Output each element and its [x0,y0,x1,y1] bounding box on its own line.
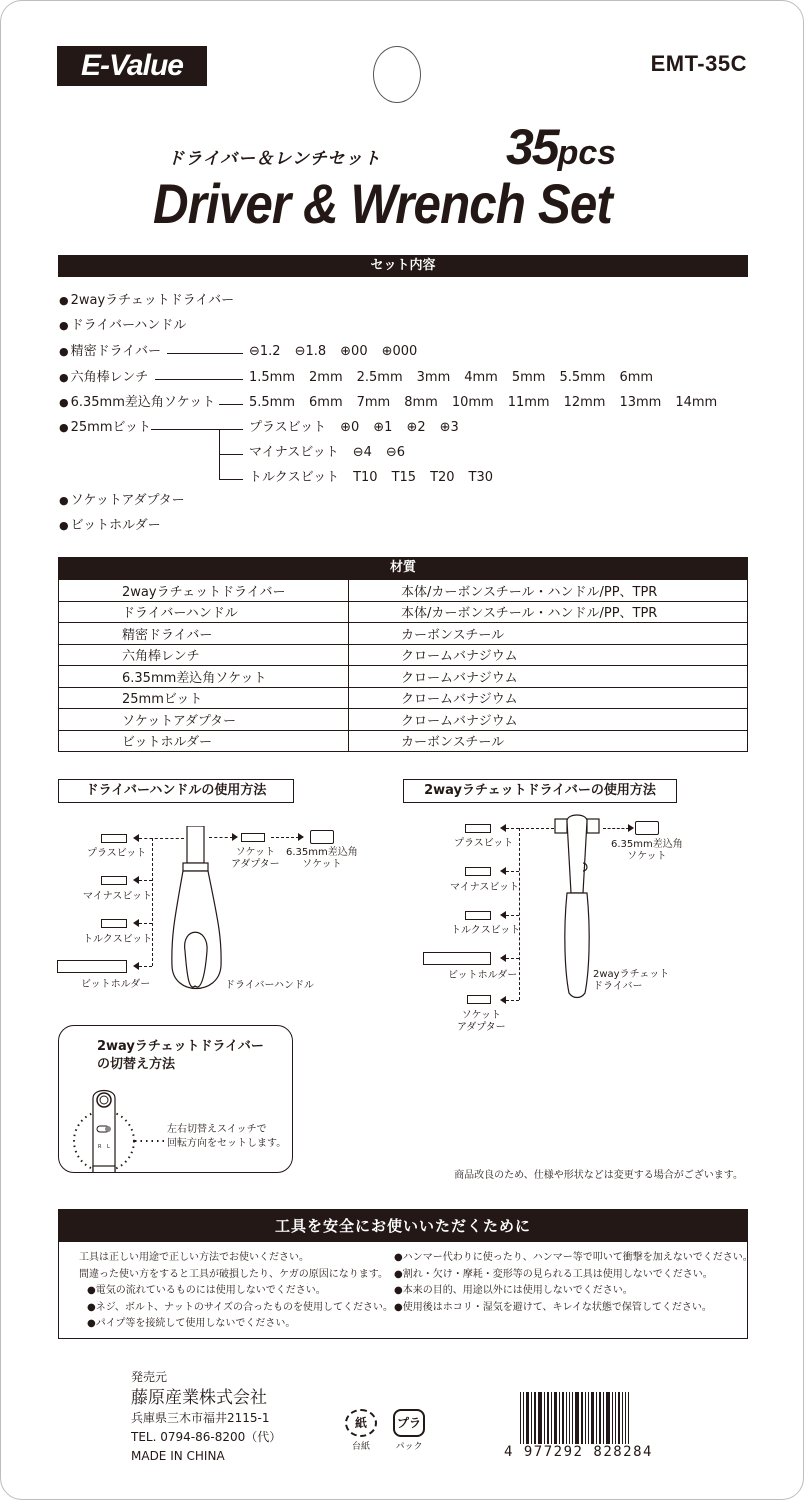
material-item: ドライバーハンドル [59,601,349,623]
socket-adapter-icon [241,833,265,842]
dashed-connector [506,1000,519,1001]
value: ⊖1.2 [249,344,281,359]
precision-driver-values [249,342,431,362]
safety-line: ●使用後はホコリ・湿気を避けて、キレイな状態で保管してください。 [394,1301,712,1313]
value: 3mm [416,370,451,385]
minus-bit-label: マイナスビット [450,882,519,893]
material-item: 25mmビット [59,687,349,709]
table-row [59,709,748,731]
material-item: 2wayラチェットドライバー [59,580,349,602]
value: 8mm [404,395,438,410]
list-item: ● 六角棒レンチ [59,368,148,388]
dashed-connector [139,923,152,924]
socket-label [611,839,683,863]
dashed-connector [519,828,520,1000]
torx-bit-label: トルクスビット [83,934,153,945]
material-value: クロームバナジウム [349,687,748,709]
value: 12mm [563,395,606,410]
label-line: ドライバー [593,981,643,992]
minus-bit-icon [465,867,491,876]
socket-label [286,847,358,871]
switching-description [167,1123,286,1151]
handle-label: ドライバーハンドル [225,980,314,991]
product-title: Driver & Wrench Set [153,172,612,235]
value: ⊖4 [352,445,372,460]
safety-line: ●ハンマー代わりに使ったり、ハンマー等で叩いて衝撃を加えないでください。 [394,1252,753,1263]
materials-heading: 材質 [58,557,748,579]
howto-ratchet-title: 2wayラチェットドライバーの使用方法 [403,779,677,803]
driver-handle-icon [169,826,229,1006]
table-row [59,580,748,602]
leader-line [219,454,243,455]
label-line: 6.35mm差込角 [611,839,683,850]
hex-wrench-values [249,368,667,388]
value: 11mm [507,395,550,410]
title-line: 2wayラチェットドライバー [97,1039,264,1054]
barcode-number [504,1444,653,1460]
safety-line: 工具は正しい用途で正しい方法でお使いください。 [79,1252,309,1263]
material-item: 6.35mm差込角ソケット [59,666,349,688]
maker-label: 発売元 [131,1370,168,1384]
safety-line: 間違った使い方をすると工具が破損したり、ケガの原因になります。 [79,1268,388,1280]
label-line: ソケット [302,859,342,870]
list-item: ● ドライバーハンドル [59,316,186,336]
table-row [59,666,748,688]
dashed-connector [152,838,153,966]
label-line: 2wayラチェット [593,969,670,980]
material-value: クロームバナジウム [349,644,748,666]
sub-label: トルクスビット [249,470,340,485]
dashed-connector [506,958,519,959]
socket-adapter-icon [467,995,491,1004]
leader-line [151,429,243,430]
piece-count [506,118,616,176]
table-row [59,730,748,752]
safety-line: ●パイプ等を接続して使用しないでください。 [87,1318,296,1329]
leader-line [219,404,243,405]
plastic-recycle-icon: プラ [393,1409,425,1437]
safety-line: ●割れ・欠け・摩耗・変形等の見られる工具は使用しないでください。 [394,1268,713,1280]
value: 6mm [619,370,654,385]
list-item: ● 6.35mm差込角ソケット [59,393,215,413]
dashed-connector [603,828,629,829]
label-line: アダプター [231,859,280,870]
switching-title [97,1038,264,1074]
dashed-connector [506,915,519,916]
material-value: 本体/カーボンスチール・ハンドル/PP、TPR [349,580,748,602]
brand-logo: E-Value [57,46,207,86]
material-value: クロームバナジウム [349,666,748,688]
safety-box [58,1209,753,1339]
minus-bit-label: マイナスビット [83,891,152,902]
socket-icon [310,830,334,844]
dashed-connector [271,837,299,838]
torx-bit-label: トルクスビット [451,925,521,936]
table-row [59,623,748,645]
title-line: の切替え方法 [97,1057,176,1072]
model-number: EMT-35C [650,51,747,76]
hang-hole [373,46,421,103]
value: ⊕3 [439,420,459,435]
value: ⊕0 [340,420,360,435]
label-line: ソケット [461,1010,501,1021]
material-value: 本体/カーボンスチール・ハンドル/PP、TPR [349,601,748,623]
minus-bit-icon [101,876,127,885]
table-row [59,687,748,709]
material-value: カーボンスチール [349,730,748,752]
barcode-left-digits: 977292 [523,1444,584,1460]
paper-recycle-icon: 紙 [345,1409,377,1437]
table-row [59,601,748,623]
safety-heading: 工具を安全にお使いいただくために [59,1210,747,1242]
list-item: ● 精密ドライバー [59,342,161,362]
howto-handle-title: ドライバーハンドルの使用方法 [58,779,294,803]
value: T15 [391,470,417,485]
materials-table [58,579,748,752]
value: ⊕1 [373,420,393,435]
value: 1.5mm [249,370,296,385]
torx-bit-icon [101,919,127,928]
label-line: ソケット [627,851,667,862]
material-item: 六角棒レンチ [59,644,349,666]
value: 4mm [464,370,498,385]
plus-bit-icon [465,824,491,833]
value: T10 [353,470,378,485]
material-item: ビットホルダー [59,730,349,752]
value: ⊕2 [406,420,426,435]
plastic-recycle-mark [389,1409,429,1452]
dashed-connector [506,828,554,829]
dashed-connector [139,966,152,967]
desc-line: 回転方向をセットします。 [167,1138,287,1149]
value: ⊕00 [340,344,368,359]
value: ⊖1.8 [294,344,327,359]
barcode [520,1392,660,1444]
sub-label: マイナスビット [249,445,339,460]
arrow-right-icon [232,833,238,841]
ratchet-switch-icon [69,1086,169,1173]
torx-bit-icon [465,911,491,920]
barcode-lead-digit: 4 [504,1444,514,1460]
contents-heading: セット内容 [58,255,748,277]
safety-left-column [79,1250,393,1333]
safety-line: ●電気の流れているものには使用しないでください。 [87,1285,326,1296]
safety-line: ●ネジ、ボルト、ナットのサイズの合ったものを使用してください。 [87,1301,394,1313]
piece-count-number: 35 [506,119,558,175]
socket-adapter-label [457,1010,506,1034]
value: 7mm [356,395,391,410]
plastic-recycle-label: パック [395,1442,423,1452]
paper-recycle-mark [341,1409,381,1452]
material-item: 精密ドライバー [59,623,349,645]
bit-holder-icon [57,960,127,973]
company-name: 藤原産業株式会社 [131,1388,267,1408]
label-line: アダプター [457,1022,506,1033]
label-line: 6.35mm差込角 [286,847,358,858]
value: 6mm [309,395,343,410]
material-item: ソケットアダプター [59,709,349,731]
torx-bit-values [249,468,507,488]
barcode-right-digits: 828284 [593,1444,653,1460]
socket-icon [635,821,659,835]
maker-info [131,1368,281,1466]
minus-bit-values [249,443,419,463]
ratchet-driver-label [593,969,669,993]
bit-holder-label: ビットホルダー [448,970,518,981]
arrow-right-icon [298,833,304,841]
value: T30 [468,470,494,485]
socket-values [249,393,731,413]
bit-holder-icon [423,952,491,965]
value: 2.5mm [356,370,403,385]
value: 14mm [675,395,718,410]
leader-line [167,353,243,354]
plus-bit-label: プラスビット [87,848,147,859]
piece-count-unit: pcs [557,134,617,172]
switching-method-box [58,1025,293,1173]
value: ⊖6 [385,445,406,460]
company-phone: TEL. 0794-86-8200（代） [131,1430,282,1444]
list-item: ● ビットホルダー [59,516,161,536]
value: 5mm [511,370,546,385]
bit-holder-label: ビットホルダー [81,979,151,990]
dashed-connector [139,880,152,881]
svg-text:L: L [107,1144,110,1150]
plus-bit-label: プラスビット [454,838,514,849]
spec-change-note: 商品改良のため、仕様や形状などは変更する場合がございます。 [454,1170,743,1181]
plus-bit-values [249,418,473,438]
list-item: ● 25mmビット [59,418,151,438]
material-value: カーボンスチール [349,623,748,645]
country-of-origin: MADE IN CHINA [131,1449,225,1463]
jp-product-title: ドライバー＆レンチセット [167,149,382,169]
material-value: クロームバナジウム [349,709,748,731]
leader-line [219,479,243,480]
value: 13mm [619,395,662,410]
value: 10mm [451,395,494,410]
socket-adapter-label [231,847,280,871]
leader-line [155,379,243,380]
dashed-connector [209,837,233,838]
dashed-connector [506,871,519,872]
value: 5.5mm [559,370,606,385]
paper-recycle-label: 台紙 [351,1442,370,1452]
desc-line: 左右切替えスイッチで [167,1124,267,1135]
label-line: ソケット [235,847,275,858]
value: T20 [430,470,455,485]
value: ⊕000 [381,344,418,359]
arrow-right-icon [628,824,634,832]
value: 2mm [309,370,343,385]
list-item: ● 2wayラチェットドライバー [59,291,234,311]
company-address: 兵庫県三木市福井2115-1 [131,1411,270,1425]
safety-right-column [394,1250,753,1316]
sub-label: プラスビット [249,420,327,435]
list-item: ● ソケットアダプター [59,491,185,511]
svg-text:R: R [98,1144,102,1150]
table-row [59,644,748,666]
safety-line: ●本来の目的、用途以外には使用しないでください。 [394,1285,633,1296]
plus-bit-icon [101,834,127,843]
value: 5.5mm [249,395,296,410]
